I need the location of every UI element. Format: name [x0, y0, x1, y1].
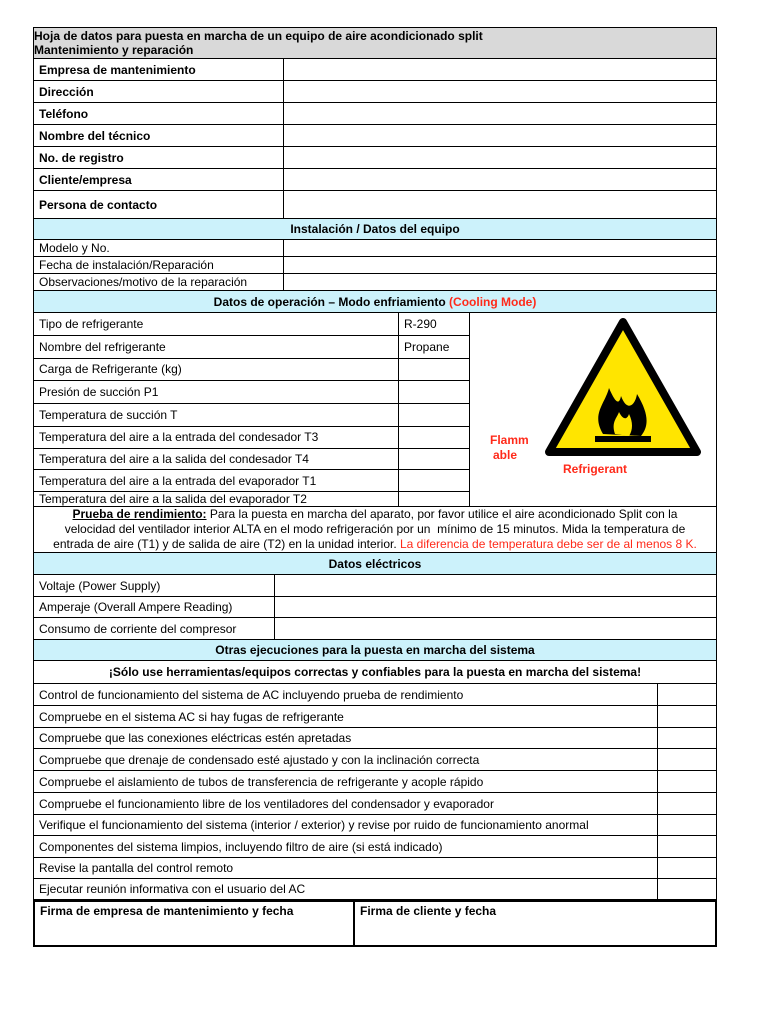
field-value[interactable] — [283, 169, 716, 190]
operation-heading-row — [33, 291, 717, 313]
field-value[interactable] — [274, 618, 716, 639]
field-value[interactable] — [398, 449, 469, 470]
warning-panel — [469, 313, 716, 506]
field-row — [33, 240, 717, 257]
performance-text-2: velocidad del ventilador interior ALTA en el modo refrigeración por un mínimo de 15 minutos. Mida la temperatura de — [64, 522, 686, 536]
field-row — [34, 381, 469, 404]
performance-test-note — [33, 507, 717, 553]
checklist-item-checkbox[interactable] — [657, 728, 716, 748]
field-value[interactable] — [398, 427, 469, 448]
checklist — [33, 684, 717, 900]
performance-line-1 — [34, 507, 716, 522]
field-label: Amperaje (Overall Ampere Reading) — [39, 600, 233, 614]
field-row — [33, 81, 717, 103]
field-row — [33, 59, 717, 81]
checklist-item-checkbox[interactable] — [657, 684, 716, 705]
field-value[interactable] — [283, 274, 716, 290]
checklist-item — [33, 836, 717, 858]
checklist-item — [33, 749, 717, 771]
checklist-item-label: Control de funcionamiento del sistema de AC incluyendo prueba de rendimiento — [39, 687, 464, 702]
field-value[interactable] — [283, 103, 716, 124]
checklist-item-checkbox[interactable] — [657, 815, 716, 835]
field-label: Fecha de instalación/Reparación — [39, 258, 214, 272]
other-subheading: ¡Sólo use herramientas/equipos correctas y confiables para la puesta en marcha del sistema! — [108, 665, 642, 679]
company-signature-field[interactable]: Firma de empresa de mantenimiento y fecha — [40, 904, 294, 918]
field-row — [34, 449, 469, 471]
field-label: Persona de contacto — [39, 197, 158, 212]
signature-row — [33, 900, 717, 947]
checklist-item-label: Revise la pantalla del control remoto — [39, 861, 234, 875]
field-label: Voltaje (Power Supply) — [39, 578, 161, 593]
field-label: Dirección — [39, 84, 94, 99]
client-signature-field[interactable]: Firma de cliente y fecha — [353, 902, 715, 945]
checklist-item-label: Componentes del sistema limpios, incluyendo filtro de aire (si está indicado) — [39, 839, 443, 854]
field-row — [33, 169, 717, 191]
field-value[interactable]: R-290 — [398, 313, 469, 335]
checklist-item-checkbox[interactable] — [657, 749, 716, 770]
field-row — [34, 404, 469, 427]
field-label: Presión de succión P1 — [39, 385, 159, 400]
operation-heading-mode: (Cooling Mode) — [449, 294, 537, 309]
checklist-item — [33, 793, 717, 815]
checklist-item-checkbox[interactable] — [657, 879, 716, 899]
field-row — [33, 125, 717, 147]
sheet-title — [33, 27, 717, 59]
field-label: Nombre del técnico — [39, 128, 151, 143]
field-value[interactable] — [283, 81, 716, 102]
checklist-item — [33, 771, 717, 793]
checklist-item — [33, 706, 717, 728]
other-heading: Otras ejecuciones para la puesta en marcha del sistema — [215, 643, 535, 657]
checklist-item — [33, 858, 717, 879]
checklist-item — [33, 815, 717, 836]
field-row — [33, 103, 717, 125]
title-line-1: Hoja de datos para puesta en marcha de un equipo de aire acondicionado split — [34, 29, 483, 43]
field-label: Nombre del refrigerante — [39, 339, 166, 354]
performance-title: Prueba de rendimiento: — [72, 507, 207, 521]
field-row — [33, 274, 717, 291]
field-value[interactable] — [398, 359, 469, 381]
checklist-item-label: Verifique el funcionamiento del sistema (interior / exterior) y revise por ruido de funcionamiento anormal — [39, 818, 589, 832]
field-value[interactable] — [283, 257, 716, 273]
field-row — [33, 257, 717, 274]
flammable-label-line-2: able — [493, 448, 518, 462]
flammable-label — [490, 433, 529, 463]
field-label: Carga de Refrigerante (kg) — [39, 362, 182, 377]
electrical-heading: Datos eléctricos — [328, 556, 422, 571]
field-row — [33, 597, 717, 618]
performance-warning: La diferencia de temperatura debe ser de al menos 8 K. — [400, 537, 697, 551]
checklist-item-checkbox[interactable] — [657, 771, 716, 792]
electrical-heading-row — [33, 553, 717, 575]
field-label: Empresa de mantenimiento — [39, 62, 196, 77]
field-label: Temperatura del aire a la entrada del evaporador T1 — [39, 473, 317, 488]
checklist-item-label: Compruebe el aislamiento de tubos de transferencia de refrigerante y acople rápido — [39, 774, 484, 789]
performance-text-3: entrada de aire (T1) y de salida de aire (T2) en la unidad interior. — [53, 537, 400, 551]
field-row — [33, 191, 717, 219]
company-section — [33, 59, 717, 219]
checklist-item-label: Ejecutar reunión informativa con el usuario del AC — [39, 882, 306, 896]
checklist-item-checkbox[interactable] — [657, 836, 716, 857]
field-value[interactable] — [283, 240, 716, 256]
field-value[interactable] — [398, 381, 469, 403]
checklist-item — [33, 879, 717, 900]
checklist-item-label: Compruebe en el sistema AC si hay fugas de refrigerante — [39, 709, 344, 724]
operation-table — [33, 313, 717, 507]
field-label: Temperatura del aire a la entrada del condesador T3 — [39, 430, 319, 445]
startup-data-sheet — [33, 27, 717, 947]
field-row — [33, 575, 717, 597]
field-value[interactable] — [283, 147, 716, 168]
field-row — [34, 427, 469, 449]
field-label: Temperatura del aire a la salida del condesador T4 — [39, 451, 309, 466]
operation-heading — [34, 291, 716, 312]
field-row — [34, 470, 469, 492]
performance-text-1: Para la puesta en marcha del aparato, por favor utilice el aire acondicionado Split con la — [206, 507, 678, 521]
field-value[interactable] — [274, 597, 716, 617]
installation-heading: Instalación / Datos del equipo — [290, 222, 460, 236]
field-value[interactable] — [283, 125, 716, 146]
field-label: Observaciones/motivo de la reparación — [39, 275, 248, 289]
field-value[interactable] — [274, 575, 716, 596]
operation-fields — [34, 313, 469, 506]
field-row — [34, 359, 469, 382]
checklist-item-label: Compruebe el funcionamiento libre de los ventiladores del condensador y evaporador — [39, 796, 494, 811]
field-label: No. de registro — [39, 150, 124, 165]
flammable-label-line-1: Flamm — [490, 433, 529, 447]
field-row — [33, 147, 717, 169]
field-label: Tipo de refrigerante — [39, 316, 144, 331]
field-value[interactable] — [398, 404, 469, 426]
operation-heading-text: Datos de operación – Modo enfriamiento — [213, 294, 450, 309]
checklist-item-checkbox[interactable] — [657, 793, 716, 814]
field-label: Teléfono — [39, 106, 89, 121]
field-row — [34, 492, 469, 506]
field-value[interactable] — [283, 191, 716, 218]
field-value[interactable] — [398, 492, 469, 506]
field-label: Temperatura del aire a la salida del evaporador T2 — [39, 492, 307, 506]
flammable-warning-icon — [545, 316, 701, 458]
field-label: Consumo de corriente del compresor — [39, 621, 237, 636]
checklist-item-label: Compruebe que drenaje de condensado esté ajustado y con la inclinación correcta — [39, 752, 480, 767]
checklist-item-checkbox[interactable] — [657, 706, 716, 727]
field-label: Temperatura de succión T — [39, 407, 178, 422]
field-row — [34, 313, 469, 336]
field-row — [34, 336, 469, 359]
field-value[interactable] — [283, 59, 716, 80]
checklist-item — [33, 684, 717, 706]
checklist-item-checkbox[interactable] — [657, 858, 716, 878]
checklist-item — [33, 728, 717, 749]
field-label: Cliente/empresa — [39, 172, 132, 187]
field-row — [33, 618, 717, 640]
refrigerant-caption: Refrigerant — [563, 462, 628, 476]
installation-heading-row — [33, 219, 717, 240]
field-value[interactable] — [398, 470, 469, 491]
checklist-item-label: Compruebe que las conexiones eléctricas estén apretadas — [39, 731, 352, 745]
title-line-2: Mantenimiento y reparación — [34, 43, 194, 57]
performance-line-3 — [34, 537, 716, 552]
other-subheading-row — [33, 661, 717, 684]
field-value[interactable]: Propane — [398, 336, 469, 358]
field-label: Modelo y No. — [39, 241, 110, 255]
other-heading-row — [33, 640, 717, 661]
